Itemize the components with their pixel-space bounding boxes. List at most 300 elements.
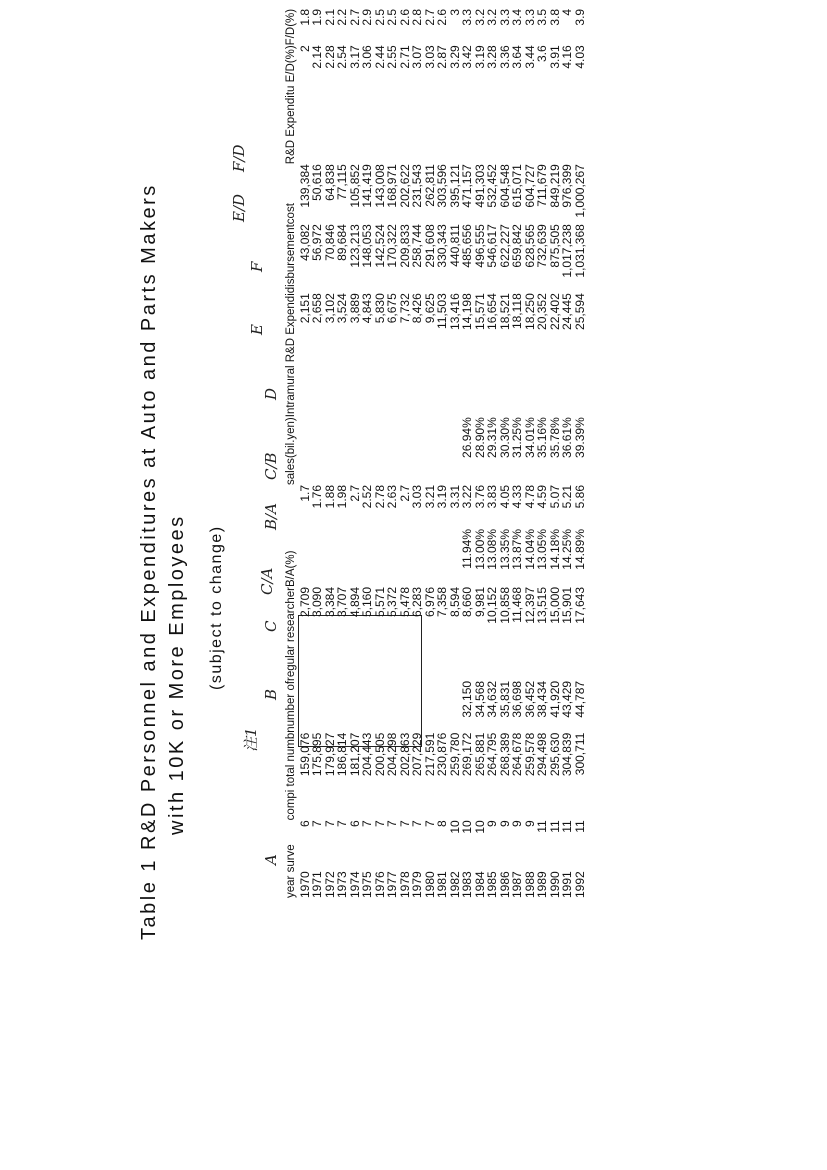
table-row	[436, 9, 449, 898]
cell-researcher-pct	[299, 529, 312, 587]
cell-survey: 7	[310, 820, 324, 827]
cell-survey: 11	[547, 820, 562, 833]
cell-disbursement: 1,000,267	[572, 164, 587, 218]
annotation-b: B	[262, 688, 280, 700]
cell-number-of	[299, 681, 312, 733]
cell-year: 1986	[497, 871, 512, 898]
cell-number-of	[386, 681, 399, 733]
cell-cb: 36.61%	[560, 417, 574, 458]
cell-ba: 3.83	[485, 484, 499, 509]
cell-researcher-pct: 13.08%	[485, 528, 499, 570]
cell-year: 1987	[510, 871, 524, 898]
annotation-e: E	[248, 324, 266, 335]
cell-year: 1973	[335, 871, 349, 898]
cell-ba: 4.05	[497, 484, 512, 509]
cell-cb	[336, 417, 349, 485]
cell-intramural: 330,343	[435, 224, 449, 268]
cell-disbursement: 64,838	[322, 164, 337, 201]
cell-year: 1984	[472, 871, 487, 898]
cell-researcher-pct	[436, 529, 449, 587]
annotation-a: A	[262, 854, 280, 865]
table-row	[561, 9, 574, 898]
cell-ed: 2	[297, 45, 312, 52]
cell-number-of: 43,429	[560, 680, 574, 718]
cell-total: 295,630	[547, 732, 562, 777]
cell-fd: 2.6	[397, 8, 412, 26]
cell-disbursement: 711,679	[535, 164, 549, 207]
cell-ed: 2.44	[372, 45, 387, 69]
cell-cb	[374, 417, 387, 485]
header-number-of: number of	[285, 680, 297, 733]
annotation-b-over-a: B/A	[262, 503, 280, 530]
cell-survey: 8	[435, 820, 449, 827]
cell-year: 1982	[447, 871, 462, 898]
cell-ed: 3.28	[485, 45, 499, 69]
cell-number-of: 41,920	[547, 680, 562, 718]
cell-year: 1981	[435, 871, 449, 898]
cell-year: 1975	[360, 871, 374, 898]
cell-survey: 9	[485, 820, 499, 827]
cell-ba: 2.52	[360, 484, 374, 509]
cell-ed: 3.64	[510, 45, 524, 69]
cell-intramural: 43,082	[297, 224, 312, 261]
cell-survey: 7	[322, 820, 337, 827]
cell-sales: 25,594	[572, 293, 587, 330]
annotation-c: C	[262, 620, 280, 632]
cell-sales: 22,402	[547, 293, 562, 330]
cell-intramural: 70,846	[322, 224, 337, 261]
cell-disbursement: 50,616	[310, 164, 324, 201]
cell-ed: 3.44	[522, 45, 537, 69]
cell-regular-researcher: 11,468	[510, 586, 524, 623]
cell-intramural: 659,842	[510, 224, 524, 268]
header-row	[285, 9, 299, 898]
cell-researcher-pct: 14.25%	[560, 528, 574, 570]
cell-fd: 1.8	[297, 8, 312, 26]
cell-year: 1988	[522, 871, 537, 898]
cell-fd: 2.7	[347, 8, 362, 26]
cell-ba: 5.21	[560, 484, 574, 509]
cell-regular-researcher: 4,894	[347, 586, 362, 618]
cell-researcher-pct	[336, 529, 349, 587]
cell-total: 264,678	[510, 732, 524, 777]
cell-ba: 2.78	[372, 484, 387, 509]
cell-fd: 2.9	[360, 8, 374, 26]
cell-fd: 2.8	[410, 8, 424, 26]
cell-regular-researcher: 3,384	[322, 586, 337, 618]
cell-total: 217,591	[422, 732, 437, 777]
cell-intramural: 622,227	[497, 224, 512, 268]
cell-cb: 39.39%	[572, 417, 587, 458]
cell-cb: 31.25%	[510, 417, 524, 458]
cell-year: 1989	[535, 871, 549, 898]
cell-total: 204,443	[360, 732, 374, 777]
cell-sales: 7,732	[397, 293, 412, 324]
cell-regular-researcher: 5,571	[372, 586, 387, 618]
cell-fd: 3.2	[485, 8, 499, 26]
table-row	[536, 9, 549, 898]
cell-regular-researcher: 10,152	[485, 586, 499, 624]
cell-fd: 2.1	[322, 8, 337, 26]
cell-regular-researcher: 2,709	[297, 586, 312, 618]
cell-intramural: 170,322	[385, 224, 399, 268]
cell-disbursement: 141,419	[360, 164, 374, 208]
cell-cb	[299, 417, 312, 485]
cell-disbursement: 471,157	[460, 164, 474, 208]
cell-number-of	[374, 681, 387, 733]
cell-cb	[311, 417, 324, 485]
cell-disbursement: 395,121	[447, 164, 462, 208]
cell-year: 1990	[547, 871, 562, 898]
cell-intramural: 496,555	[472, 224, 487, 268]
cell-disbursement: 202,622	[397, 164, 412, 208]
cell-ba: 4.59	[535, 484, 549, 509]
cell-fd: 2.5	[385, 8, 399, 26]
cell-number-of	[311, 681, 324, 733]
cell-regular-researcher: 5,478	[397, 586, 412, 618]
cell-total: 259,578	[522, 732, 537, 777]
cell-fd: 3.9	[572, 8, 587, 26]
cell-sales: 2,658	[310, 293, 324, 324]
cell-number-of	[399, 681, 412, 733]
cell-sales: 4,843	[360, 293, 374, 324]
cell-intramural: 440,811	[447, 224, 462, 267]
cell-cb	[411, 417, 424, 485]
cell-fd: 3.3	[497, 8, 512, 26]
cell-year: 1977	[385, 871, 399, 898]
cell-cb: 35.78%	[547, 417, 562, 458]
cell-survey: 7	[335, 820, 349, 827]
cell-ed: 3.6	[535, 45, 549, 62]
cell-ed: 3.29	[447, 45, 462, 69]
header-regular-researcher: regular researcher	[285, 586, 297, 681]
cell-year: 1974	[347, 871, 362, 898]
cell-ed: 3.06	[360, 45, 374, 69]
cell-number-of: 36,452	[522, 680, 537, 718]
cell-survey: 7	[422, 820, 437, 827]
cell-survey: 9	[497, 820, 512, 827]
cell-number-of	[361, 681, 374, 733]
cell-regular-researcher: 15,901	[560, 586, 574, 624]
header-sales: sales(bil.yen)	[285, 417, 297, 485]
cell-cb	[324, 417, 337, 485]
cell-survey: 11	[572, 820, 587, 833]
cell-disbursement: 615,071	[510, 164, 524, 208]
cell-regular-researcher: 12,397	[522, 586, 537, 624]
cell-disbursement: 604,727	[522, 164, 537, 208]
annotation-c-over-a: C/A	[258, 567, 276, 595]
cell-disbursement: 139,384	[297, 164, 312, 208]
cell-intramural: 123,213	[347, 224, 362, 268]
cell-cb	[399, 417, 412, 485]
annotation-c-over-b: C/B	[262, 452, 280, 480]
cell-regular-researcher: 15,000	[547, 586, 562, 624]
cell-researcher-pct: 13.05%	[535, 528, 549, 570]
cell-year: 1978	[397, 871, 412, 898]
cell-researcher-pct	[424, 529, 437, 587]
cell-cb: 26.94%	[460, 417, 474, 458]
cell-intramural: 142,524	[372, 224, 387, 268]
cell-regular-researcher: 5,372	[385, 586, 399, 618]
cell-ed: 2.28	[322, 45, 337, 69]
cell-survey: 6	[347, 820, 362, 827]
annotation-f-over-d: F/D	[230, 144, 248, 172]
cell-fd: 3.3	[460, 8, 474, 26]
cell-ba: 4.33	[510, 484, 524, 509]
cell-researcher-pct: 14.89%	[572, 528, 587, 570]
cell-cb: 34.01%	[522, 417, 537, 458]
cell-ba: 1.88	[322, 484, 337, 509]
cell-intramural: 875,505	[547, 224, 562, 268]
cell-year: 1991	[560, 871, 574, 898]
cell-sales: 3,889	[347, 293, 362, 324]
cell-total: 268,389	[497, 732, 512, 777]
cell-survey: 10	[472, 820, 487, 834]
cell-total: 175,895	[310, 732, 324, 777]
cell-survey: 10	[447, 820, 462, 834]
cell-intramural: 628,565	[522, 224, 537, 268]
cell-researcher-pct: 14.04%	[522, 528, 537, 570]
cell-researcher-pct	[411, 529, 424, 587]
cell-ed: 2.54	[335, 45, 349, 69]
cell-sales: 20,352	[535, 293, 549, 330]
table-row	[361, 9, 374, 898]
cell-regular-researcher: 3,090	[310, 586, 324, 618]
header-disbursement: disbursement	[285, 224, 297, 294]
cell-year: 1972	[322, 871, 337, 898]
cell-year: 1979	[410, 871, 424, 898]
cell-ed: 4.03	[572, 45, 587, 69]
cell-number-of: 35,831	[497, 680, 512, 718]
cell-regular-researcher: 6,283	[410, 586, 424, 618]
cell-ba: 3.03	[410, 484, 424, 509]
cell-sales: 24,445	[560, 293, 574, 330]
cell-fd: 3.4	[510, 8, 524, 26]
header-intramural: Intramural R&D Expendi	[285, 293, 297, 418]
cell-ba: 1.7	[297, 484, 312, 502]
annotation-f: F	[248, 261, 266, 272]
cell-researcher-pct: 13.87%	[510, 528, 524, 570]
cell-cb	[349, 417, 362, 485]
cell-ba: 1.98	[335, 484, 349, 509]
cell-ba: 3.19	[435, 484, 449, 509]
cell-number-of: 32,150	[460, 680, 474, 718]
cell-ba: 4.78	[522, 484, 537, 509]
cell-number-of	[349, 681, 362, 733]
cell-survey: 11	[560, 820, 574, 833]
cell-researcher-pct	[361, 529, 374, 587]
cell-disbursement: 849,219	[547, 164, 562, 208]
cell-fd: 3.2	[472, 8, 487, 26]
cell-sales: 11,503	[435, 293, 449, 330]
cell-cb: 28.90%	[472, 417, 487, 458]
cell-cb: 35.16%	[535, 417, 549, 458]
cell-researcher-pct: 14.18%	[547, 528, 562, 570]
cell-disbursement: 105,852	[347, 164, 362, 208]
cell-year: 1980	[422, 871, 437, 898]
cell-total: 304,839	[560, 732, 574, 777]
table-row	[486, 9, 499, 898]
cell-number-of: 34,632	[485, 680, 499, 718]
cell-disbursement: 77,115	[335, 164, 349, 200]
cell-total: 159,076	[297, 732, 312, 777]
cell-year: 1985	[485, 871, 499, 898]
cell-ed: 2.14	[310, 45, 324, 69]
cell-year: 1971	[310, 871, 324, 898]
data-table	[285, 9, 586, 898]
cell-number-of: 38,434	[535, 680, 549, 718]
cell-survey: 7	[372, 820, 387, 827]
cell-total: 259,780	[447, 732, 462, 777]
cell-cb	[386, 417, 399, 485]
cell-disbursement: 231,543	[410, 164, 424, 208]
cell-survey: 10	[460, 820, 474, 834]
cell-sales: 5,830	[372, 293, 387, 324]
cell-survey: 6	[297, 820, 312, 827]
cell-researcher-pct	[386, 529, 399, 587]
header-ba: B/A(%)	[285, 550, 297, 587]
cell-fd: 3.3	[522, 8, 537, 26]
cell-fd: 3	[447, 8, 462, 16]
cell-fd: 2.6	[435, 8, 449, 26]
header-survey	[285, 820, 299, 844]
cell-total: 269,172	[460, 732, 474, 777]
cell-intramural: 1,031,368	[572, 224, 587, 278]
cell-sales: 6,675	[385, 293, 399, 324]
cell-intramural: 732,639	[535, 224, 549, 268]
cell-ed: 3.42	[460, 45, 474, 69]
cell-researcher-pct	[349, 529, 362, 587]
cell-ed: 3.19	[472, 45, 487, 69]
cell-cb	[436, 417, 449, 485]
cell-sales: 3,524	[335, 293, 349, 324]
table-row	[461, 9, 474, 898]
cell-ba: 1.76	[310, 484, 324, 509]
cell-fd: 2.2	[335, 8, 349, 26]
cell-sales: 2,151	[297, 293, 312, 324]
table-row	[336, 9, 349, 898]
cell-disbursement: 976,399	[560, 164, 574, 208]
cell-total: 264,795	[485, 732, 499, 777]
cell-total: 186,814	[335, 732, 349, 777]
cell-survey: 9	[522, 820, 537, 827]
cell-total: 200,505	[372, 732, 387, 777]
cell-intramural: 56,972	[310, 224, 324, 261]
cell-total: 179,927	[322, 732, 337, 777]
cell-ba: 3.22	[460, 484, 474, 509]
cell-total: 202,863	[397, 732, 412, 777]
table-row	[511, 9, 524, 898]
cell-ed: 3.36	[497, 45, 512, 69]
cell-year: 1992	[572, 871, 587, 898]
cell-ba: 2.63	[385, 484, 399, 509]
cell-regular-researcher: 8,660	[460, 586, 474, 618]
table-title-line2: with 10K or More Employees	[166, 514, 188, 835]
cell-year: 1983	[460, 871, 474, 898]
annotation-e-over-d: E/D	[230, 193, 248, 222]
cell-sales: 9,625	[422, 293, 437, 324]
cell-ed: 2.71	[397, 45, 412, 69]
cell-total: 294,498	[535, 732, 549, 777]
cell-fd: 4	[560, 8, 574, 16]
cell-number-of	[411, 681, 424, 733]
cell-number-of	[324, 681, 337, 733]
cell-intramural: 89,684	[335, 224, 349, 261]
cell-sales: 8,426	[410, 293, 424, 324]
cell-disbursement: 604,548	[497, 164, 512, 208]
cell-intramural: 291,608	[422, 224, 437, 268]
cell-ed: 3.03	[422, 45, 437, 69]
header-blank	[285, 485, 299, 529]
cell-regular-researcher: 3,707	[335, 586, 349, 618]
cell-ed: 2.87	[435, 45, 449, 69]
cell-regular-researcher: 10,858	[497, 586, 512, 624]
annotation-note: 注1	[242, 727, 260, 752]
cell-fd: 2.5	[372, 8, 387, 26]
table-title: Table 1 R&D Personnel and Expenditures at Auto and Parts Makers	[138, 183, 160, 940]
cell-sales: 13,416	[447, 293, 462, 330]
cell-ed: 3.17	[347, 45, 362, 69]
cell-survey: 11	[535, 820, 549, 833]
cell-ba: 5.86	[572, 484, 587, 509]
table-row	[574, 9, 587, 898]
cell-intramural: 546,617	[485, 224, 499, 268]
cell-sales: 14,198	[460, 293, 474, 330]
cell-regular-researcher: 7,358	[435, 586, 449, 618]
cell-disbursement: 532,452	[485, 164, 499, 208]
cell-disbursement: 303,596	[435, 164, 449, 208]
cell-ed: 2.55	[385, 45, 399, 69]
cell-intramural: 148,053	[360, 224, 374, 268]
cell-sales: 16,654	[485, 293, 499, 330]
header-fd: F/D(%)	[285, 8, 297, 46]
cell-fd: 1.9	[310, 8, 324, 26]
cell-survey: 7	[397, 820, 412, 827]
cell-cb	[424, 417, 437, 485]
cell-survey: 9	[510, 820, 524, 827]
cell-regular-researcher: 13,515	[535, 586, 549, 624]
header-ed: R&D Expenditu E/D(%)	[285, 45, 297, 165]
cell-intramural: 209,833	[397, 224, 412, 268]
cell-fd: 2.7	[422, 8, 437, 26]
cell-sales: 15,571	[472, 293, 487, 330]
cell-researcher-pct	[324, 529, 337, 587]
cell-researcher-pct: 13.00%	[472, 528, 487, 570]
cell-ba: 5.07	[547, 484, 562, 509]
cell-intramural: 1,017,238	[560, 224, 574, 278]
cell-total: 207,229	[410, 732, 424, 777]
cell-survey: 7	[385, 820, 399, 827]
table-row	[386, 9, 399, 898]
cell-intramural: 258,744	[410, 224, 424, 268]
cell-sales: 18,250	[522, 293, 537, 330]
cell-year: 1970	[297, 871, 312, 898]
cell-ba: 3.21	[422, 484, 437, 509]
cell-number-of	[424, 681, 437, 733]
cell-cb	[361, 417, 374, 485]
header-cost: cost	[285, 203, 297, 225]
header-total: compi total numb	[285, 732, 297, 821]
cell-intramural: 485,656	[460, 224, 474, 268]
cell-disbursement: 262,811	[422, 164, 437, 207]
cell-disbursement: 491,303	[472, 164, 487, 208]
annotation-d: D	[262, 387, 280, 400]
table-row	[311, 9, 324, 898]
cell-number-of: 36,698	[510, 680, 524, 718]
cell-number-of	[436, 681, 449, 733]
cell-total: 181,207	[347, 732, 362, 777]
cell-total: 204,298	[385, 732, 399, 777]
